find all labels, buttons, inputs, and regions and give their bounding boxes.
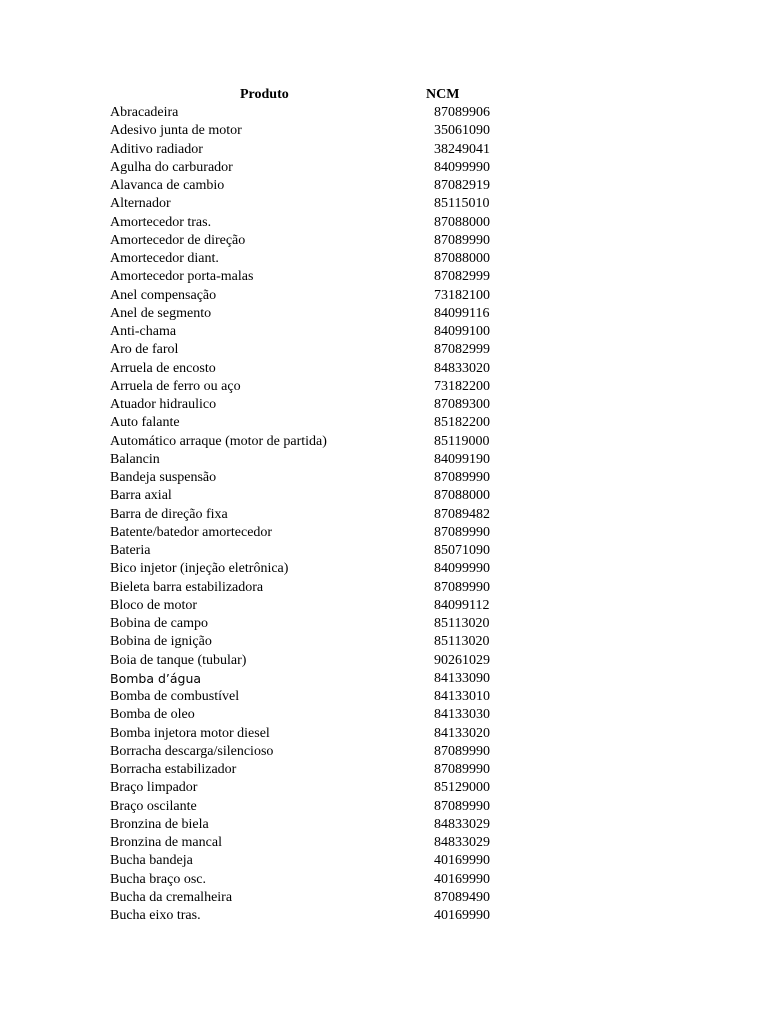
ncm-code: 87089990 <box>434 524 490 540</box>
table-row <box>110 268 510 286</box>
product-name: Bomba d’água <box>110 670 202 686</box>
table-row <box>110 159 510 177</box>
ncm-code: 35061090 <box>434 123 490 139</box>
product-name: Bucha da cremalheira <box>110 889 233 905</box>
table-row <box>110 907 510 925</box>
ncm-code: 85182200 <box>434 415 490 431</box>
ncm-code: 38249041 <box>434 141 490 157</box>
ncm-code: 84099990 <box>434 159 490 175</box>
product-name: Bieleta barra estabilizadora <box>110 579 264 595</box>
product-name: Agulha do carburador <box>110 159 233 175</box>
product-name: Bomba injetora motor diesel <box>110 725 270 741</box>
table-row <box>110 579 510 597</box>
ncm-code: 84099116 <box>434 305 490 321</box>
ncm-code: 84133020 <box>434 725 490 741</box>
product-name: Adesivo junta de motor <box>110 123 242 139</box>
product-name: Anel de segmento <box>110 305 212 321</box>
product-name: Aditivo radiador <box>110 141 203 157</box>
ncm-code: 73182200 <box>434 378 490 394</box>
table-row <box>110 670 510 688</box>
table-row <box>110 487 510 505</box>
table-row <box>110 688 510 706</box>
ncm-code: 87089990 <box>434 470 490 485</box>
table-row <box>110 652 510 670</box>
product-name: Amortecedor tras. <box>110 214 212 230</box>
table-row <box>110 469 510 487</box>
table-row <box>110 725 510 743</box>
table-row <box>110 305 510 323</box>
product-name: Bomba de oleo <box>110 707 195 723</box>
ncm-code: 87088000 <box>434 488 490 504</box>
ncm-code: 90261029 <box>434 652 490 668</box>
table-row <box>110 597 510 615</box>
ncm-code: 87089990 <box>434 743 490 759</box>
ncm-code: 84833029 <box>434 835 490 850</box>
table-row <box>110 560 510 578</box>
ncm-code: 87089482 <box>434 506 490 522</box>
table-row <box>110 341 510 359</box>
product-name: Atuador hidraulico <box>110 397 217 412</box>
product-name: Anti-chama <box>110 324 177 339</box>
table-row <box>110 779 510 797</box>
ncm-code: 84833020 <box>434 360 490 376</box>
table-row <box>110 360 510 378</box>
product-name: Arruela de encosto <box>110 360 216 376</box>
table-row <box>110 889 510 907</box>
ncm-code: 84133010 <box>434 689 490 704</box>
ncm-code: 87088000 <box>434 251 490 266</box>
product-name: Arruela de ferro ou aço <box>110 378 241 394</box>
table-row <box>110 323 510 341</box>
product-name: Bomba de combustível <box>110 689 240 704</box>
table-row <box>110 177 510 195</box>
product-name: Bronzina de mancal <box>110 835 222 850</box>
product-name: Automático arraque (motor de partida) <box>110 433 327 449</box>
table-row <box>110 250 510 268</box>
table-row <box>110 506 510 524</box>
product-name: Bucha bandeja <box>110 853 193 869</box>
ncm-code: 87082999 <box>434 342 490 358</box>
table-row <box>110 232 510 250</box>
table-row <box>110 451 510 469</box>
ncm-code: 87082999 <box>434 269 490 285</box>
product-name: Borracha descarga/silencioso <box>110 743 274 759</box>
product-name: Bucha braço osc. <box>110 871 207 887</box>
table-row <box>110 743 510 761</box>
header-ncm: NCM <box>426 87 460 102</box>
table-row <box>110 195 510 213</box>
product-name: Auto falante <box>110 415 180 431</box>
ncm-code: 84099112 <box>434 597 490 613</box>
product-name: Amortecedor de direção <box>110 232 246 248</box>
header-product: Produto <box>240 87 289 102</box>
table-row <box>110 633 510 651</box>
table-body <box>110 104 510 925</box>
table-row <box>110 542 510 560</box>
product-name: Alternador <box>110 196 171 212</box>
product-name: Borracha estabilizador <box>110 762 237 777</box>
ncm-code: 87089300 <box>434 397 490 412</box>
table-header <box>110 86 510 104</box>
ncm-code: 84133030 <box>434 707 490 723</box>
ncm-code: 85129000 <box>434 780 490 796</box>
ncm-code: 87089990 <box>434 579 490 595</box>
product-name: Anel compensação <box>110 287 217 303</box>
product-name: Balancin <box>110 451 160 467</box>
table-row <box>110 834 510 852</box>
product-name: Amortecedor diant. <box>110 251 219 266</box>
table-row <box>110 852 510 870</box>
ncm-code: 87089490 <box>434 889 490 905</box>
ncm-code: 84099100 <box>434 324 490 339</box>
product-name: Bloco de motor <box>110 597 198 613</box>
product-name: Bateria <box>110 543 151 558</box>
table-row <box>110 433 510 451</box>
ncm-code: 40169990 <box>434 853 490 869</box>
table-row <box>110 287 510 305</box>
ncm-code: 85113020 <box>434 616 490 631</box>
table-row <box>110 524 510 542</box>
table-row <box>110 615 510 633</box>
table-row <box>110 871 510 889</box>
product-name: Alavanca de cambio <box>110 178 225 193</box>
product-name: Bucha eixo tras. <box>110 908 201 923</box>
ncm-code: 73182100 <box>434 287 490 303</box>
product-name: Bico injetor (injeção eletrônica) <box>110 561 289 577</box>
ncm-code: 87082919 <box>434 178 490 193</box>
ncm-code: 84099190 <box>434 451 490 467</box>
table-row <box>110 122 510 140</box>
ncm-code: 87088000 <box>434 214 490 230</box>
product-name: Bobina de campo <box>110 616 208 631</box>
table-row <box>110 141 510 159</box>
product-name: Amortecedor porta-malas <box>110 269 254 285</box>
table-row <box>110 798 510 816</box>
ncm-code: 87089990 <box>434 232 490 248</box>
ncm-code: 87089990 <box>434 798 490 814</box>
table-row <box>110 816 510 834</box>
table-row <box>110 378 510 396</box>
ncm-code: 85115010 <box>434 196 490 212</box>
table-row <box>110 396 510 414</box>
product-name: Abracadeira <box>110 105 179 120</box>
product-name: Aro de farol <box>110 342 179 358</box>
ncm-code: 84133090 <box>434 670 490 686</box>
ncm-code: 85071090 <box>434 543 490 558</box>
product-name: Batente/batedor amortecedor <box>110 524 273 540</box>
product-name: Braço limpador <box>110 780 198 796</box>
ncm-code: 85119000 <box>434 433 490 449</box>
table-row <box>110 104 510 122</box>
product-name: Barra de direção fixa <box>110 506 228 522</box>
product-name: Bandeja suspensão <box>110 470 217 485</box>
table-row <box>110 706 510 724</box>
table-row <box>110 214 510 232</box>
ncm-code: 84833029 <box>434 816 490 832</box>
table-row <box>110 761 510 779</box>
product-name: Barra axial <box>110 488 172 504</box>
product-name: Bronzina de biela <box>110 816 209 832</box>
product-ncm-table <box>110 86 510 925</box>
product-name: Bobina de ignição <box>110 634 212 650</box>
ncm-code: 85113020 <box>434 634 490 650</box>
ncm-code: 40169990 <box>434 871 490 887</box>
ncm-code: 87089906 <box>434 105 490 120</box>
table-row <box>110 414 510 432</box>
product-name: Boia de tanque (tubular) <box>110 652 247 668</box>
ncm-code: 87089990 <box>434 762 490 777</box>
ncm-code: 84099990 <box>434 561 490 577</box>
ncm-code: 40169990 <box>434 908 490 923</box>
product-name: Braço oscilante <box>110 798 197 814</box>
